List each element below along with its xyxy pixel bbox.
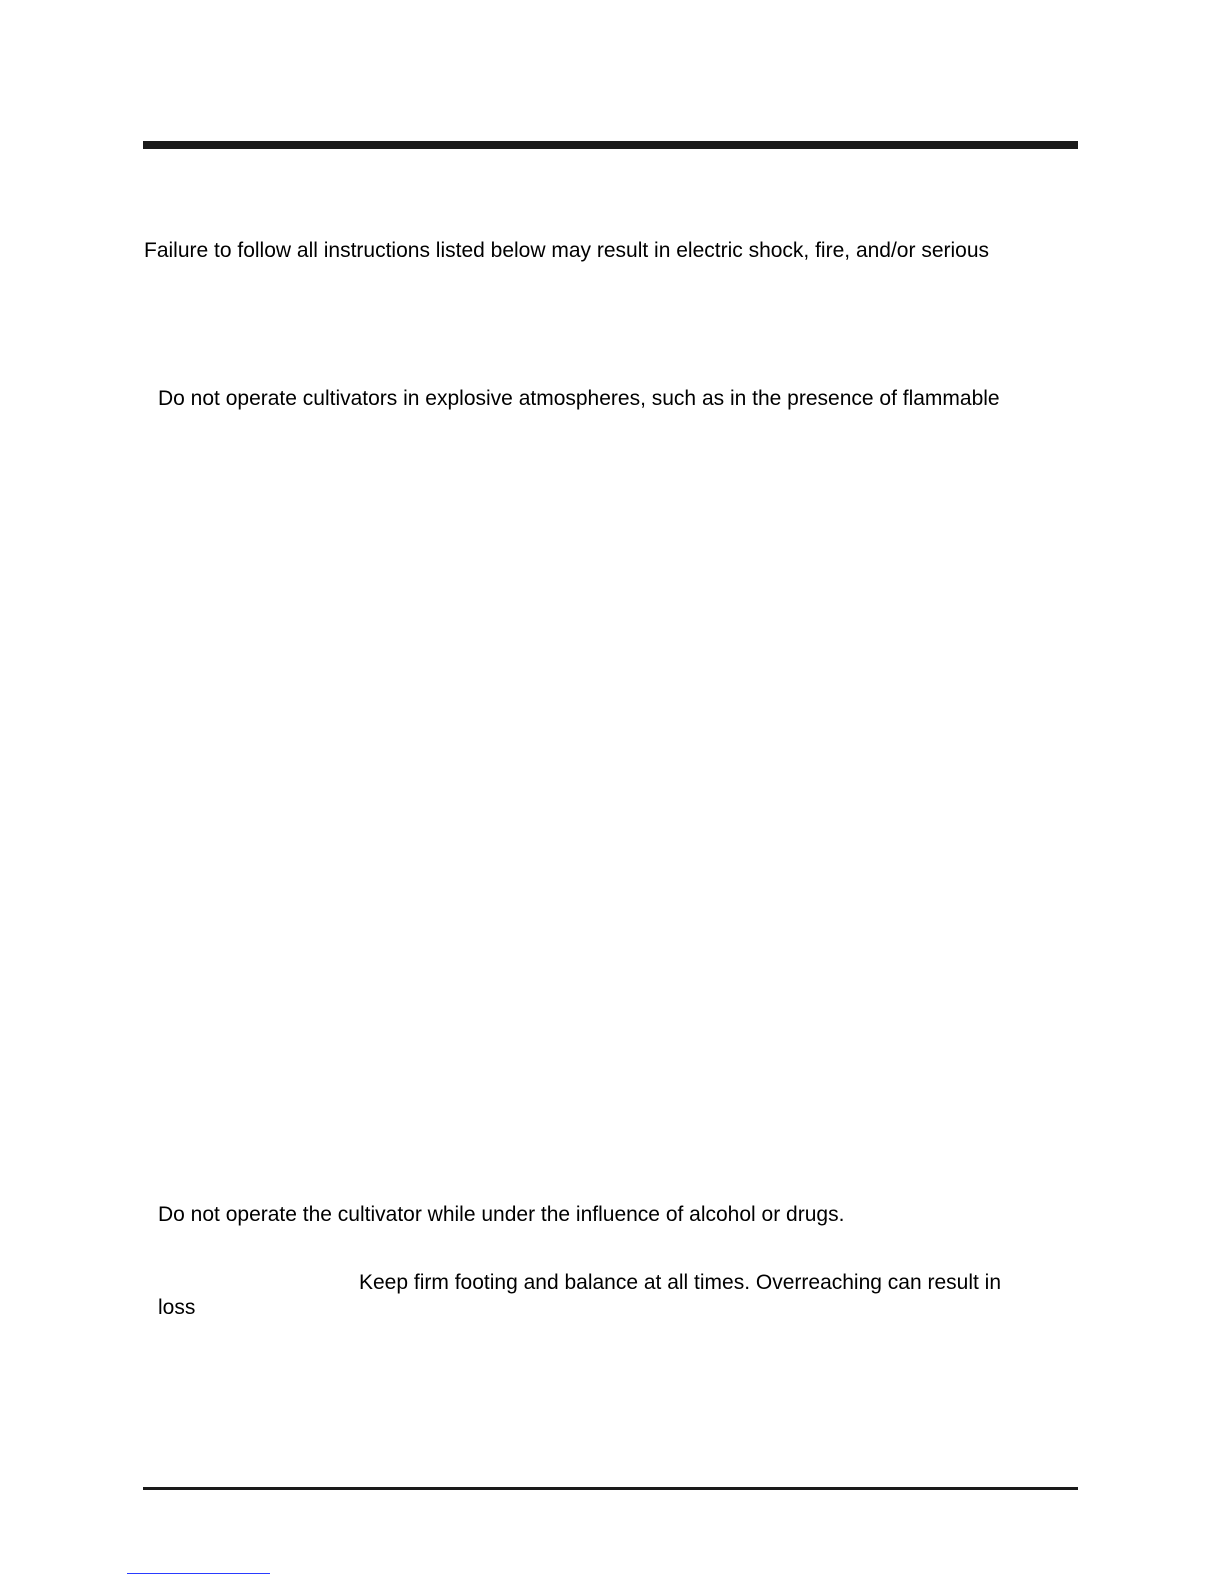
intro-warning-text: Failure to follow all instructions listed below may result in electric shock, fire, and/or serious [144, 239, 990, 262]
top-divider-rule [143, 141, 1078, 149]
bottom-divider-rule [143, 1487, 1078, 1490]
explosive-atmospheres-rule-text: Do not operate cultivators in explosive atmospheres, such as in the presence of flammable [158, 387, 1000, 410]
alcohol-drugs-rule-text: Do not operate the cultivator while under the influence of alcohol or drugs. [158, 1203, 845, 1226]
footing-rule-text: Keep firm footing and balance at all times. Overreaching can result in [359, 1271, 1002, 1294]
footer-link-underline[interactable] [127, 1573, 270, 1574]
footing-rule-continuation-text: loss [158, 1296, 196, 1319]
